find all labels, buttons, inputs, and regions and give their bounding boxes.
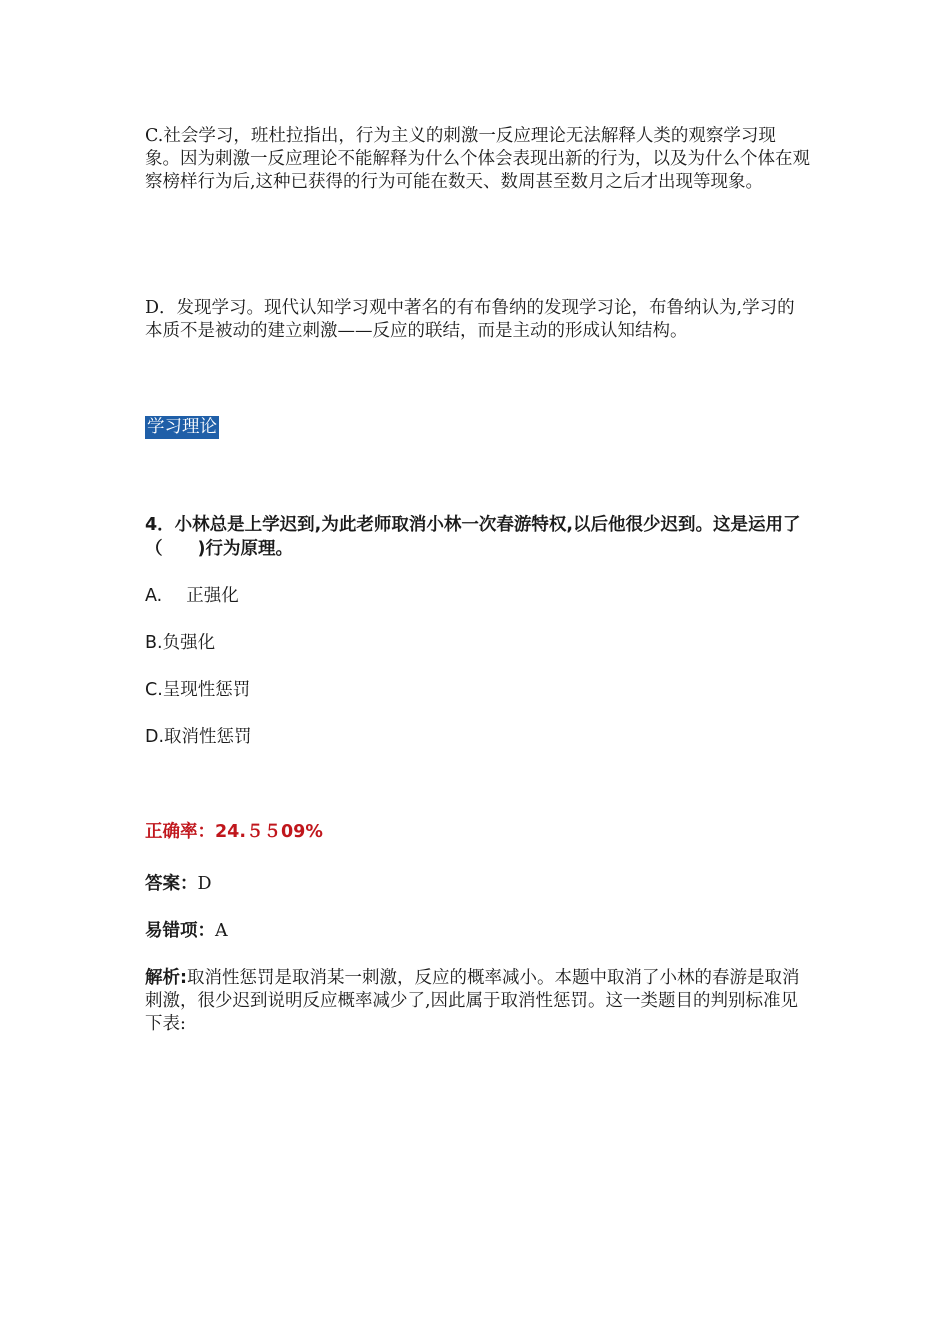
option-text: 正强化 [186,586,239,606]
topic-tag[interactable]: 学习理论 [147,417,217,437]
common-error-label: 易错项： [145,921,215,941]
option-key: D. [145,727,165,747]
analysis-text: 取消性惩罚是取消某一刺激，反应的概率减小。本题中取消了小林的春游是取消刺激，很少迟到说明反应概率减少了,因此属于取消性惩罚。这一类题目的判别标准见下表: [145,968,800,1034]
analysis-label: 解析: [145,968,187,988]
option-d [145,726,252,749]
option-text: 负强化 [162,633,216,653]
paragraph-option-c: C.社会学习，班杜拉指出，行为主义的刺激一反应理论无法解释人类的观察学习现象。因为刺激一反应理论不能解释为什么个体会表现出新的行为，以及为什么个体在观察榜样行为后,这种已获得的行为可能在数天、数周甚至数月之后才出现等现象。 [145,126,810,192]
option-a [145,585,239,608]
answer-value: D [197,874,212,894]
common-error-value: A [215,921,228,941]
analysis-paragraph [145,967,810,1036]
common-error-line [145,920,810,943]
answer-label: 答案： [145,874,198,894]
option-text: 呈现性惩罚 [162,680,251,700]
question-text: 4．小林总是上学迟到,为此老师取消小林一次春游特权,以后他很少迟到。这是运用了（ )行为原理。 [145,515,801,559]
option-b [145,632,215,655]
option-c [145,679,250,702]
accuracy-rate: 正确率：24.５５09% [145,822,323,842]
paragraph-option-d: D．发现学习。现代认知学习观中著名的有布鲁纳的发现学习论，布鲁纳认为,学习的本质不是被动的建立刺激——反应的联结，而是主动的形成认知结构。 [145,298,795,341]
option-key: B. [145,633,163,653]
option-key: C. [145,680,163,700]
option-text: 取消性惩罚 [164,727,252,747]
option-key: A. [145,586,163,606]
answer-line [145,873,810,896]
